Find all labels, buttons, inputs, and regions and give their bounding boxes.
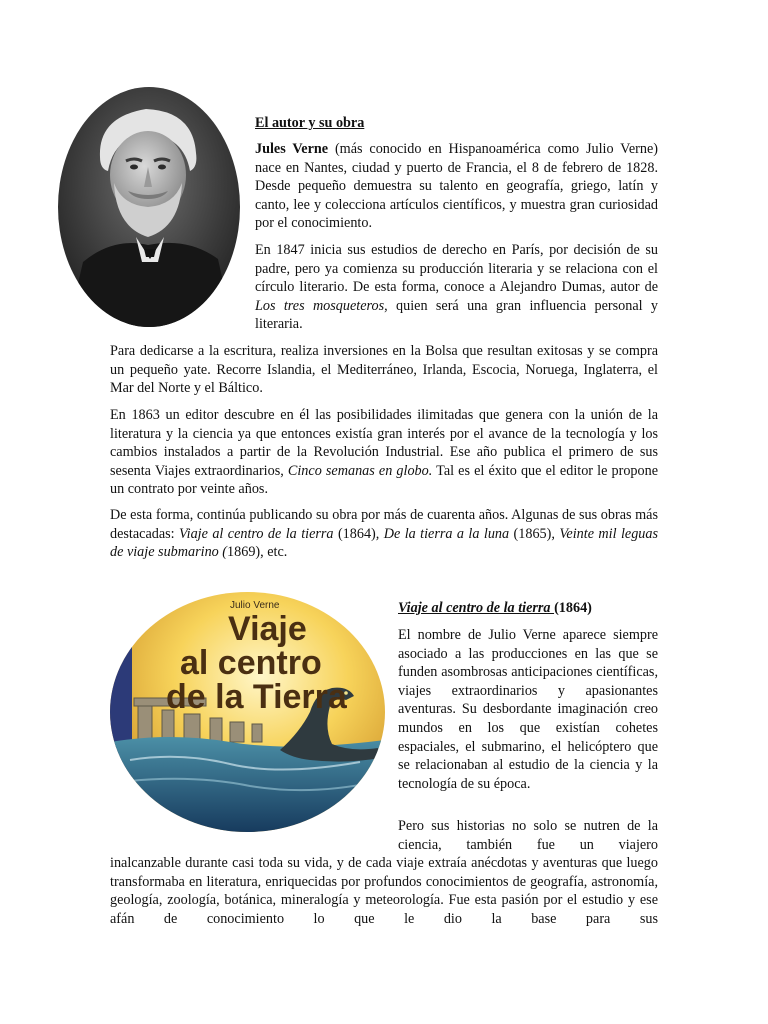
author-name: Jules Verne (255, 141, 329, 157)
book-title-veinte-mil: , Veinte mil leguas de viaje submarino ( (110, 525, 659, 561)
section-heading-viaje (398, 599, 592, 618)
paragraph-editor-text: En 1863 un editor descubre en él las posibilidades ilimitadas que genera con la unión de la literatura y la ciencia ya que entonces existía gran interés por el avance de la tecnología y los cambios instalados a partir de la Revolución Industrial. Ese año publica el primero de sus sesenta Viajes extraordinarios, (110, 407, 658, 479)
cover-title-line2: al centro (180, 644, 322, 682)
paragraph-studies (255, 241, 658, 334)
author-portrait-image (58, 87, 240, 327)
cover-author-text: Julio Verne (230, 600, 280, 611)
year-1864: (1864) (333, 525, 376, 542)
paragraph-editor-end: Tal es el éxito que el editor le propone un contrato por veinte años. (110, 462, 658, 498)
book-title-viaje: Viaje al centro de la tierra (179, 525, 334, 542)
paragraph-works-text: De esta forma, continúa publicando su obra por más de cuarenta años. Algunas de sus obras más destacadas: (110, 507, 658, 542)
section-heading-autor: El autor y su obra (255, 115, 365, 131)
cover-title-line1: Viaje (228, 610, 307, 648)
paragraph-works (110, 506, 658, 562)
paragraph-intro-text: (más conocido en Hispanoamérica como Julio Verne) nace en Nantes, ciudad y puerto de Francia, el 8 de febrero de 1828. Desde pequeño demuestra su talento en geografía, griego, latín y canto, lee y colecciona artículos científicos, y muestra gran curiosidad por el conocimiento. (255, 141, 658, 232)
book-title-luna: , De la tierra a la luna (375, 525, 510, 542)
year-1869: 1869), etc. (227, 544, 288, 561)
paragraph-viajero-start: Pero sus historias no solo se nutren de la ciencia, también fue un viajero (398, 818, 658, 853)
section-heading-viaje-title: Viaje al centro de la tierra (398, 600, 555, 616)
paragraph-studies-end: , quien será una gran influencia personal y literaria. (255, 297, 659, 333)
book-cover-image (110, 592, 385, 832)
year-1865: (1865) (509, 525, 552, 542)
cover-title-line3: de la Tierra (166, 678, 347, 716)
paragraph-studies-text: En 1847 inicia sus estudios de derecho en París, por decisión de su padre, pero ya comienza su producción literaria y se relaciona con el círculo literario. De esta forma, conoce a Alejandro Dumas, autor de (255, 242, 658, 296)
paragraph-intro (255, 140, 658, 233)
cover-illustration (110, 592, 385, 832)
paragraph-viajero-continued: inalcanzable durante casi toda su vida, y de cada viaje extraía anécdotas y aventuras que luego transformaba en literatura, enriquecidas por profundos conocimientos de geografía, astronomía, geología, zoología, botánica, mineralogía y meteorología. Fue esta pasión por el estudio y ese afán de conocimiento lo que le dio la base para sus (110, 855, 658, 927)
book-title-cinco-semanas: Cinco semanas en globo. (287, 462, 433, 479)
paragraph-editor (110, 406, 658, 499)
section-heading-viaje-year: (1864) (554, 600, 592, 616)
paragraph-writing: Para dedicarse a la escritura, realiza inversiones en la Bolsa que resultan exitosas y se compra un pequeño yate. Recorre Islandia, el Mediterráneo, Irlanda, Escocia, Noruega, Inglaterra, el Mar del Norte y el Báltico. (110, 343, 658, 397)
book-title-mosqueteros: Los tres mosqueteros (255, 297, 385, 314)
portrait-illustration (58, 87, 240, 327)
paragraph-anticipaciones: El nombre de Julio Verne aparece siempre asociado a las producciones en las que se funden asombrosas anticipaciones científicas, viajes extraordinarios y apasionantes aventuras. Su desbordante imaginación creo mundos en los que existían cohetes espaciales, el submarino, el helicóptero que se relacionaban al estudio de la ciencia y la tecnología de su época. (398, 627, 658, 792)
